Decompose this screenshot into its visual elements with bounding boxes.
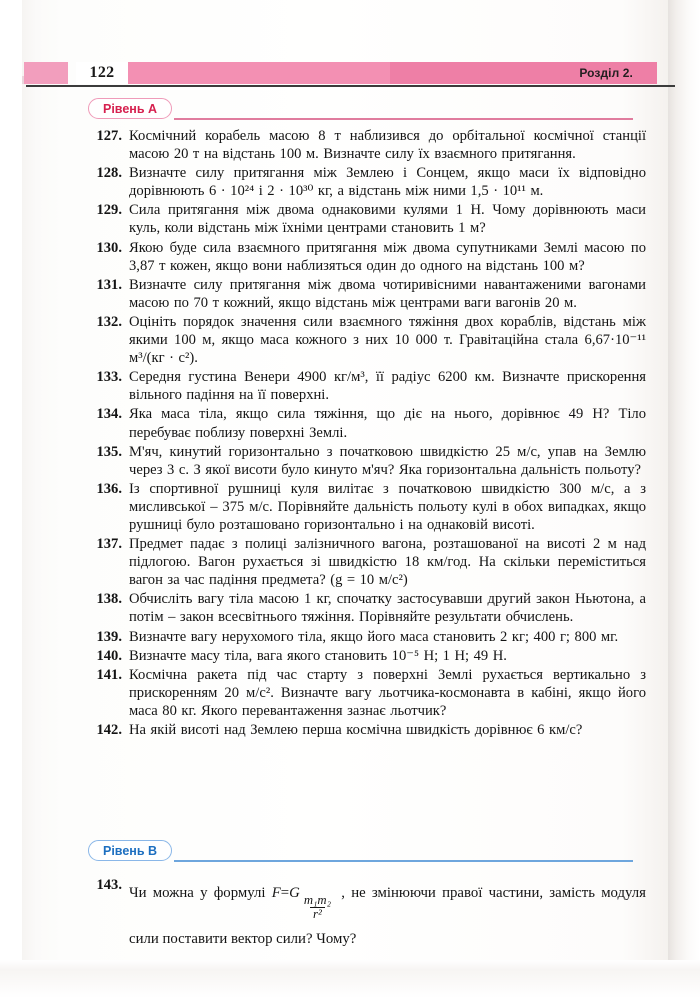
- header-band-left: [24, 62, 68, 84]
- header-band-middle: [128, 62, 390, 84]
- problem-item: [88, 313, 646, 367]
- problem-item: [88, 239, 646, 275]
- problem-text: Предмет падає з полиці залізничного вагона, розташованої на висоті 2 м над підлогою. Вагон рухається зі швидкістю 18 км/год. На скільки переміститься вагон за час падіння предмета? (g = 10 м/с²): [129, 536, 646, 589]
- problem-item: [88, 480, 646, 534]
- page-number: 122: [76, 62, 128, 84]
- problem-number: 140.: [96, 647, 122, 664]
- problem-item: [88, 405, 646, 441]
- problem-text: Космічна ракета під час старту з поверхні Землі рухається вертикально з прискоренням 20 м/с². Визначте вагу льотчика-космонавта в кабіні, якщо його маса 80 кг. Якого перевантаження зазнає льотчик?: [129, 666, 646, 719]
- problem-number: 136.: [96, 480, 122, 497]
- problem-text-after: , не змінюючи правої частини, замість модуля сили поставити вектор сили? Чому?: [129, 885, 646, 947]
- problem-text: [122, 876, 646, 956]
- problem-text: Сила притягання між двома однаковими кулями 1 Н. Чому дорівнюють маси куль, коли відстань між їхніми центрами становить 1 м?: [129, 202, 646, 237]
- problem-list-level-b: [88, 876, 646, 957]
- formula-denominator: r²: [310, 907, 325, 921]
- problem-text: Космічний корабель масою 8 т наблизився до орбітальної космічної станції масою 20 т на відстань 100 м. Визначте силу їх взаємного притягання.: [129, 128, 646, 163]
- problem-number: 128.: [96, 165, 122, 182]
- page-bottom-shadow: [0, 960, 700, 998]
- problem-text: Визначте силу притягання між Землею і Сонцем, якщо маси їх відповідно дорівнюють 6 · 10²⁴ і 2 · 10³⁰ кг, а відстань між ними 1,5 · 10¹¹ м.: [129, 165, 646, 200]
- problem-text: Яка маса тіла, якщо сила тяжіння, що діє на нього, дорівнює 49 Н? Тіло перебуває поблизу поверхні Землі.: [129, 406, 646, 441]
- problem-number: 138.: [96, 591, 122, 608]
- formula-equals: =: [280, 885, 290, 901]
- problem-number: 141.: [96, 666, 122, 683]
- level-a-badge: Рівень А: [88, 98, 172, 119]
- problem-text-before: Чи можна у формулі: [129, 885, 266, 901]
- header-rule: [26, 85, 675, 87]
- formula-numerator: m₁m₂: [303, 893, 332, 907]
- problem-text: Обчисліть вагу тіла масою 1 кг, спочатку застосувавши другий закон Ньютона, а потім – закон всесвітнього тяжіння. Порівняйте результати обчислень.: [129, 591, 646, 626]
- problem-number: 137.: [96, 536, 122, 553]
- problem-item: [88, 443, 646, 479]
- problem-number: 132.: [96, 313, 122, 330]
- gravitation-formula: [271, 885, 342, 922]
- problem-text: Визначте вагу нерухомого тіла, якщо його маса становить 2 кг; 400 г; 800 мг.: [129, 628, 619, 645]
- problem-text: М'яч, кинутий горизонтально з початковою швидкістю 25 м/с, упав на Землю через 3 с. З якої висоти було кинуто м'яч? Яка горизонтальна дальність польоту?: [129, 443, 646, 478]
- problem-item: [88, 876, 646, 956]
- problem-number: 139.: [96, 628, 122, 645]
- problem-text: На якій висоті над Землею перша космічна швидкість дорівнює 6 км/с?: [129, 722, 583, 738]
- problem-number: 142.: [96, 722, 122, 738]
- problem-text: Оцініть порядок значення сили взаємного тяжіння двох кораблів, відстань між якими 100 м, якщо маса кожного з них 10 000 т. Гравітаційна стала 6,67·10⁻¹¹ м³/(кг · с²).: [129, 313, 646, 367]
- problem-item: [88, 368, 646, 404]
- problem-number: 131.: [96, 276, 122, 293]
- problem-number: 135.: [96, 443, 122, 460]
- page-edge-shadow: [668, 0, 700, 975]
- problem-number: 134.: [96, 406, 122, 423]
- problem-item: [88, 590, 646, 626]
- problem-item: [88, 164, 646, 200]
- level-b-badge: Рівень В: [88, 840, 172, 861]
- problem-item: [88, 201, 646, 237]
- problem-item: [88, 276, 646, 312]
- page-header: [24, 62, 657, 84]
- problem-item: [88, 628, 646, 646]
- problem-text: Із спортивної рушниці куля вилітає з початковою швидкістю 300 м/с, а з мисливської – 375 м/с. Порівняйте дальність польоту кулі в обох випадках, якщо рушниці було розташовано горизонтально і на однаковій висоті.: [129, 480, 646, 533]
- formula-fraction: [301, 894, 334, 922]
- problem-item: [88, 666, 646, 720]
- problem-text: Визначте силу притягання між двома чотиривісними навантаженими вагонами масою по 70 т кожний, якщо відстань між центрами ваги вагонів 20 м.: [129, 276, 646, 311]
- formula-lhs: F: [271, 885, 281, 901]
- problem-list-level-a: [88, 127, 646, 740]
- problem-text: Середня густина Венери 4900 кг/м³, її радіус 6200 км. Визначте прискорення вільного падіння на її поверхні.: [129, 369, 646, 404]
- problem-number: 133.: [96, 369, 122, 386]
- problem-number: 143.: [96, 877, 122, 893]
- problem-item: [88, 647, 646, 665]
- problem-item: [88, 127, 646, 163]
- level-a-rule: [174, 118, 633, 120]
- level-b-rule: [174, 860, 633, 862]
- problem-number: 130.: [96, 239, 122, 256]
- problem-item: [88, 535, 646, 589]
- formula-constant: G: [289, 885, 300, 901]
- chapter-label: Розділ 2.: [579, 66, 633, 80]
- problem-number: 127.: [96, 128, 122, 144]
- problem-text: Якою буде сила взаємного притягання між двома супутниками Землі масою по 3,87 т кожен, якщо вони наблизяться один до одного на відстань 100 м?: [129, 239, 646, 274]
- problem-text: Визначте масу тіла, вага якого становить 10⁻⁵ Н; 1 Н; 49 Н.: [129, 647, 507, 664]
- problem-number: 129.: [96, 202, 122, 219]
- problem-item: [88, 721, 646, 739]
